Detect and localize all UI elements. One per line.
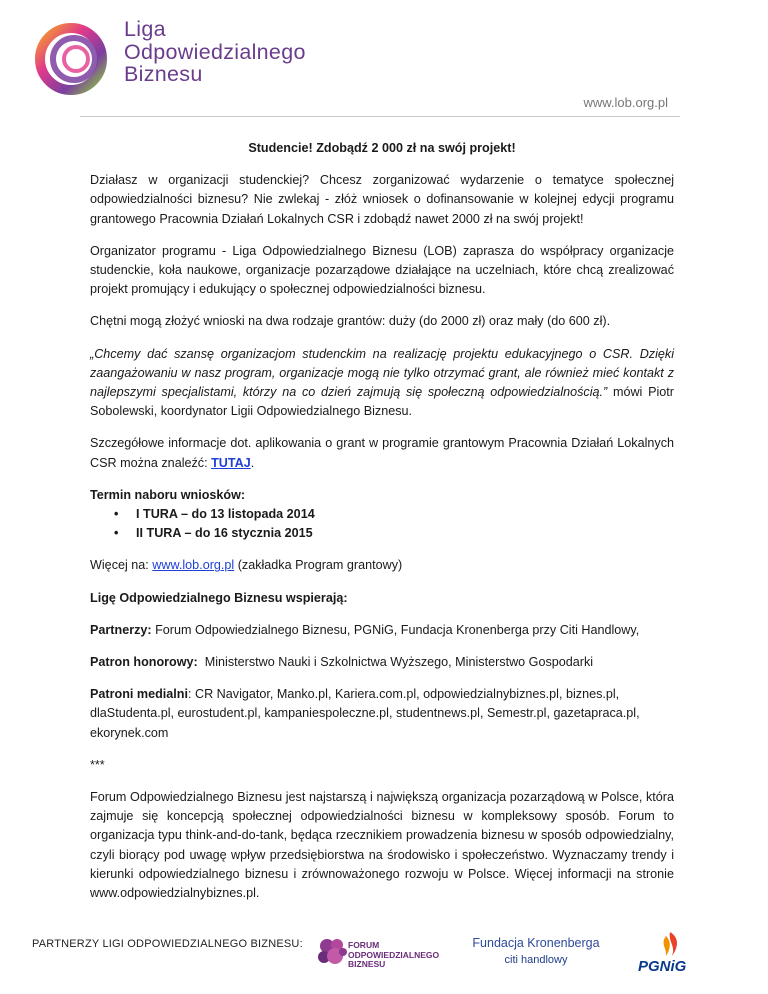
pgnig-flame-icon xyxy=(650,930,690,960)
separator: *** xyxy=(90,757,105,772)
details-link[interactable]: TUTAJ xyxy=(211,455,251,470)
fob-paragraph: Forum Odpowiedzialnego Biznesu jest najstarszą i największą organizacja pozarządową w Polsce, która zajmuje się koncepcją społecznej odpowiedzialności biznesu w kompleksowy sposób. Forum to organizacja typu think-and-do-tank, będąca rzecznikiem prowadzenia biznesu w sposób odpowiedzialny, czyli biorący pod uwagę wpływ przedsiębiorstwa na środowisko i społeczeństwo. Wyznaczamy trendy i kierunki odpowiedzialnego biznesu i zrównoważonego rozwoju w Polsce. Więcej informacji na stronie www.odpowiedzialnybiznes.pl. xyxy=(90,790,674,901)
pgnig-text: PGNiG xyxy=(638,958,687,975)
bullet-icon: • xyxy=(114,507,119,522)
round-2: II TURA – do 16 stycznia 2015 xyxy=(136,526,313,541)
lob-logo xyxy=(30,17,306,98)
quote-paragraph xyxy=(90,345,674,422)
header-site-url: www.lob.org.pl xyxy=(583,95,668,110)
media-label: Patroni medialni xyxy=(90,687,188,702)
patron-text: Ministerstwo Nauki i Szkolnictwa Wyższego, Ministerstwo Gospodarki xyxy=(197,655,594,670)
quote-text: „Chcemy dać szansę organizacjom studenckim na realizację projektu edukacyjnego o CSR. Dzięki zaangażowaniu w nasz program, organizacje mogą nie tylko otrzymać grant, ale również mieć kontakt z najlepszymi specjalistami, którzy na co dzień zajmują się społeczną odpowiedzialnością.” xyxy=(90,346,674,400)
bullet-icon: • xyxy=(114,526,119,541)
media-paragraph xyxy=(90,685,674,743)
organizer-paragraph: Organizator programu - Liga Odpowiedzialnego Biznesu (LOB) zaprasza do współpracy organizacje studenckie, koła naukowe, organizacje pozarządowe działające na uczelniach, które chcą zrealizować projekt promujący i edukujący o społecznej odpowiedzialności biznesu. xyxy=(90,243,674,297)
deadline-heading: Termin naboru wniosków: xyxy=(90,487,246,502)
rounds-list xyxy=(90,505,674,543)
footer-label: PARTNERZY LIGI ODPOWIEDZIALNEGO BIZNESU: xyxy=(32,938,303,950)
citi-text: citi handlowy xyxy=(504,954,568,966)
lob-site-link[interactable]: www.lob.org.pl xyxy=(152,558,235,573)
grants-paragraph: Chętni mogą złożyć wnioski na dwa rodzaje grantów: duży (do 2000 zł) oraz mały (do 600 zł). xyxy=(90,314,611,329)
logo-line-1: Liga xyxy=(124,17,166,41)
more-prefix: Więcej na: xyxy=(90,558,153,573)
list-item xyxy=(90,505,674,524)
partners-paragraph xyxy=(90,621,674,640)
pgnig-logo xyxy=(630,930,710,980)
fob-flower-icon xyxy=(315,936,351,972)
details-text: Szczegółowe informacje dot. aplikowania o grant w programie grantowym Pracownia Działań Lokalnych CSR można znaleźć: xyxy=(90,436,674,470)
fob-line-1: FORUM xyxy=(348,940,380,950)
patron-paragraph xyxy=(90,653,674,672)
patron-label: Patron honorowy: xyxy=(90,655,198,670)
fob-logo xyxy=(315,930,455,980)
fob-line-2: ODPOWIEDZIALNEGO xyxy=(348,949,440,960)
quote-author: mówi Piotr Sobolewski, koordynator Ligii Odpowiedzialnego Biznesu. xyxy=(90,385,674,419)
kronenberg-text: Fundacja Kronenberga xyxy=(472,936,600,950)
support-heading: Ligę Odpowiedzialnego Biznesu wspierają: xyxy=(90,590,348,605)
logo-line-2: Odpowiedzialnego xyxy=(124,39,306,64)
partners-label: Partnerzy: xyxy=(90,622,152,637)
fob-wordmark xyxy=(348,941,439,970)
round-1: I TURA – do 13 listopada 2014 xyxy=(136,507,315,522)
logo-line-3: Biznesu xyxy=(124,62,203,86)
kronenberg-logo xyxy=(466,936,606,980)
article-title: Studencie! Zdobądź 2 000 zł na swój projekt! xyxy=(248,141,516,155)
list-item xyxy=(90,524,674,543)
logo-wordmark xyxy=(124,18,306,86)
partners-text: Forum Odpowiedzialnego Biznesu, PGNiG, Fundacja Kronenberga przy Citi Handlowy, xyxy=(151,622,640,637)
fob-line-3: BIZNESU xyxy=(348,959,386,969)
details-paragraph xyxy=(90,434,674,472)
lob-ring-icon xyxy=(30,18,112,100)
media-text: : CR Navigator, Manko.pl, Kariera.com.pl, odpowiedzialnybiznes.pl, biznes.pl, dlaStudenta.pl, eurostudent.pl, kampaniespoleczne.pl, studentnews.pl, Semestr.pl, gazetapraca.pl, ekorynek.com xyxy=(90,687,640,740)
footer-partners xyxy=(32,930,748,990)
header-divider xyxy=(80,116,680,117)
details-end: . xyxy=(250,455,255,470)
article-body xyxy=(90,139,674,916)
more-info-paragraph xyxy=(90,556,674,575)
more-suffix: (zakładka Program grantowy) xyxy=(234,558,403,573)
intro-paragraph: Działasz w organizacji studenckiej? Chcesz zorganizować wydarzenie o tematyce społecznej odpowiedzialności biznesu? Nie zwlekaj - złóż wniosek o dofinansowanie w kolejnej edycji programu grantowego Pracownia Działań Lokalnych CSR i zdobądź nawet 2000 zł na swój projekt! xyxy=(90,173,674,226)
